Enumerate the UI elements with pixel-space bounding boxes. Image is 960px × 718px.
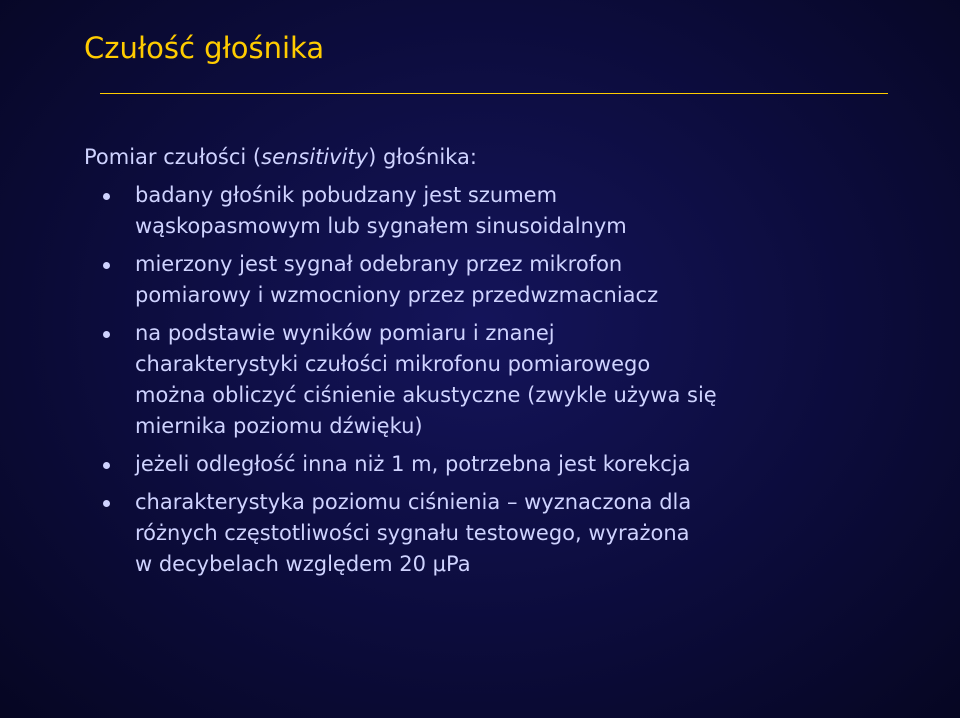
bullet-line: mierzony jest sygnał odebrany przez mikrofon [135,252,623,276]
bullet-dot-icon [103,262,110,269]
intro-text [84,145,477,169]
bullet-line: miernika poziomu dźwięku) [135,414,423,438]
slide-title: Czułość głośnika [84,31,325,65]
bullet-line: charakterystyki czułości mikrofonu pomiarowego [135,352,651,376]
bullet-line: pomiarowy i wzmocniony przez przedwzmacniacz [135,283,659,307]
bullet-line: jeżeli odległość inna niż 1 m, potrzebna jest korekcja [135,452,691,476]
bullet-dot-icon [103,193,110,200]
bullet-dot-icon [103,331,110,338]
intro-suffix: ) głośnika: [368,145,477,169]
bullet-dot-icon [103,462,110,469]
title-underline [100,93,888,94]
bullet-item [100,487,900,580]
bullet-line: wąskopasmowym lub sygnałem sinusoidalnym [135,214,627,238]
bullet-item [100,249,900,311]
intro-italic: sensitivity [261,145,369,169]
bullet-line: różnych częstotliwości sygnału testowego, wyrażona [135,521,690,545]
bullet-line: badany głośnik pobudzany jest szumem [135,183,558,207]
bullet-line: można obliczyć ciśnienie akustyczne (zwykle używa się [135,383,717,407]
bullet-item [100,318,900,442]
bullet-line: w decybelach względem 20 μPa [135,552,471,576]
bullet-item [100,449,900,480]
bullet-line: charakterystyka poziomu ciśnienia – wyznaczona dla [135,490,692,514]
bullet-item [100,180,900,242]
bullet-list [100,180,900,587]
bullet-dot-icon [103,500,110,507]
bullet-line: na podstawie wyników pomiaru i znanej [135,321,555,345]
intro-prefix: Pomiar czułości ( [84,145,262,169]
